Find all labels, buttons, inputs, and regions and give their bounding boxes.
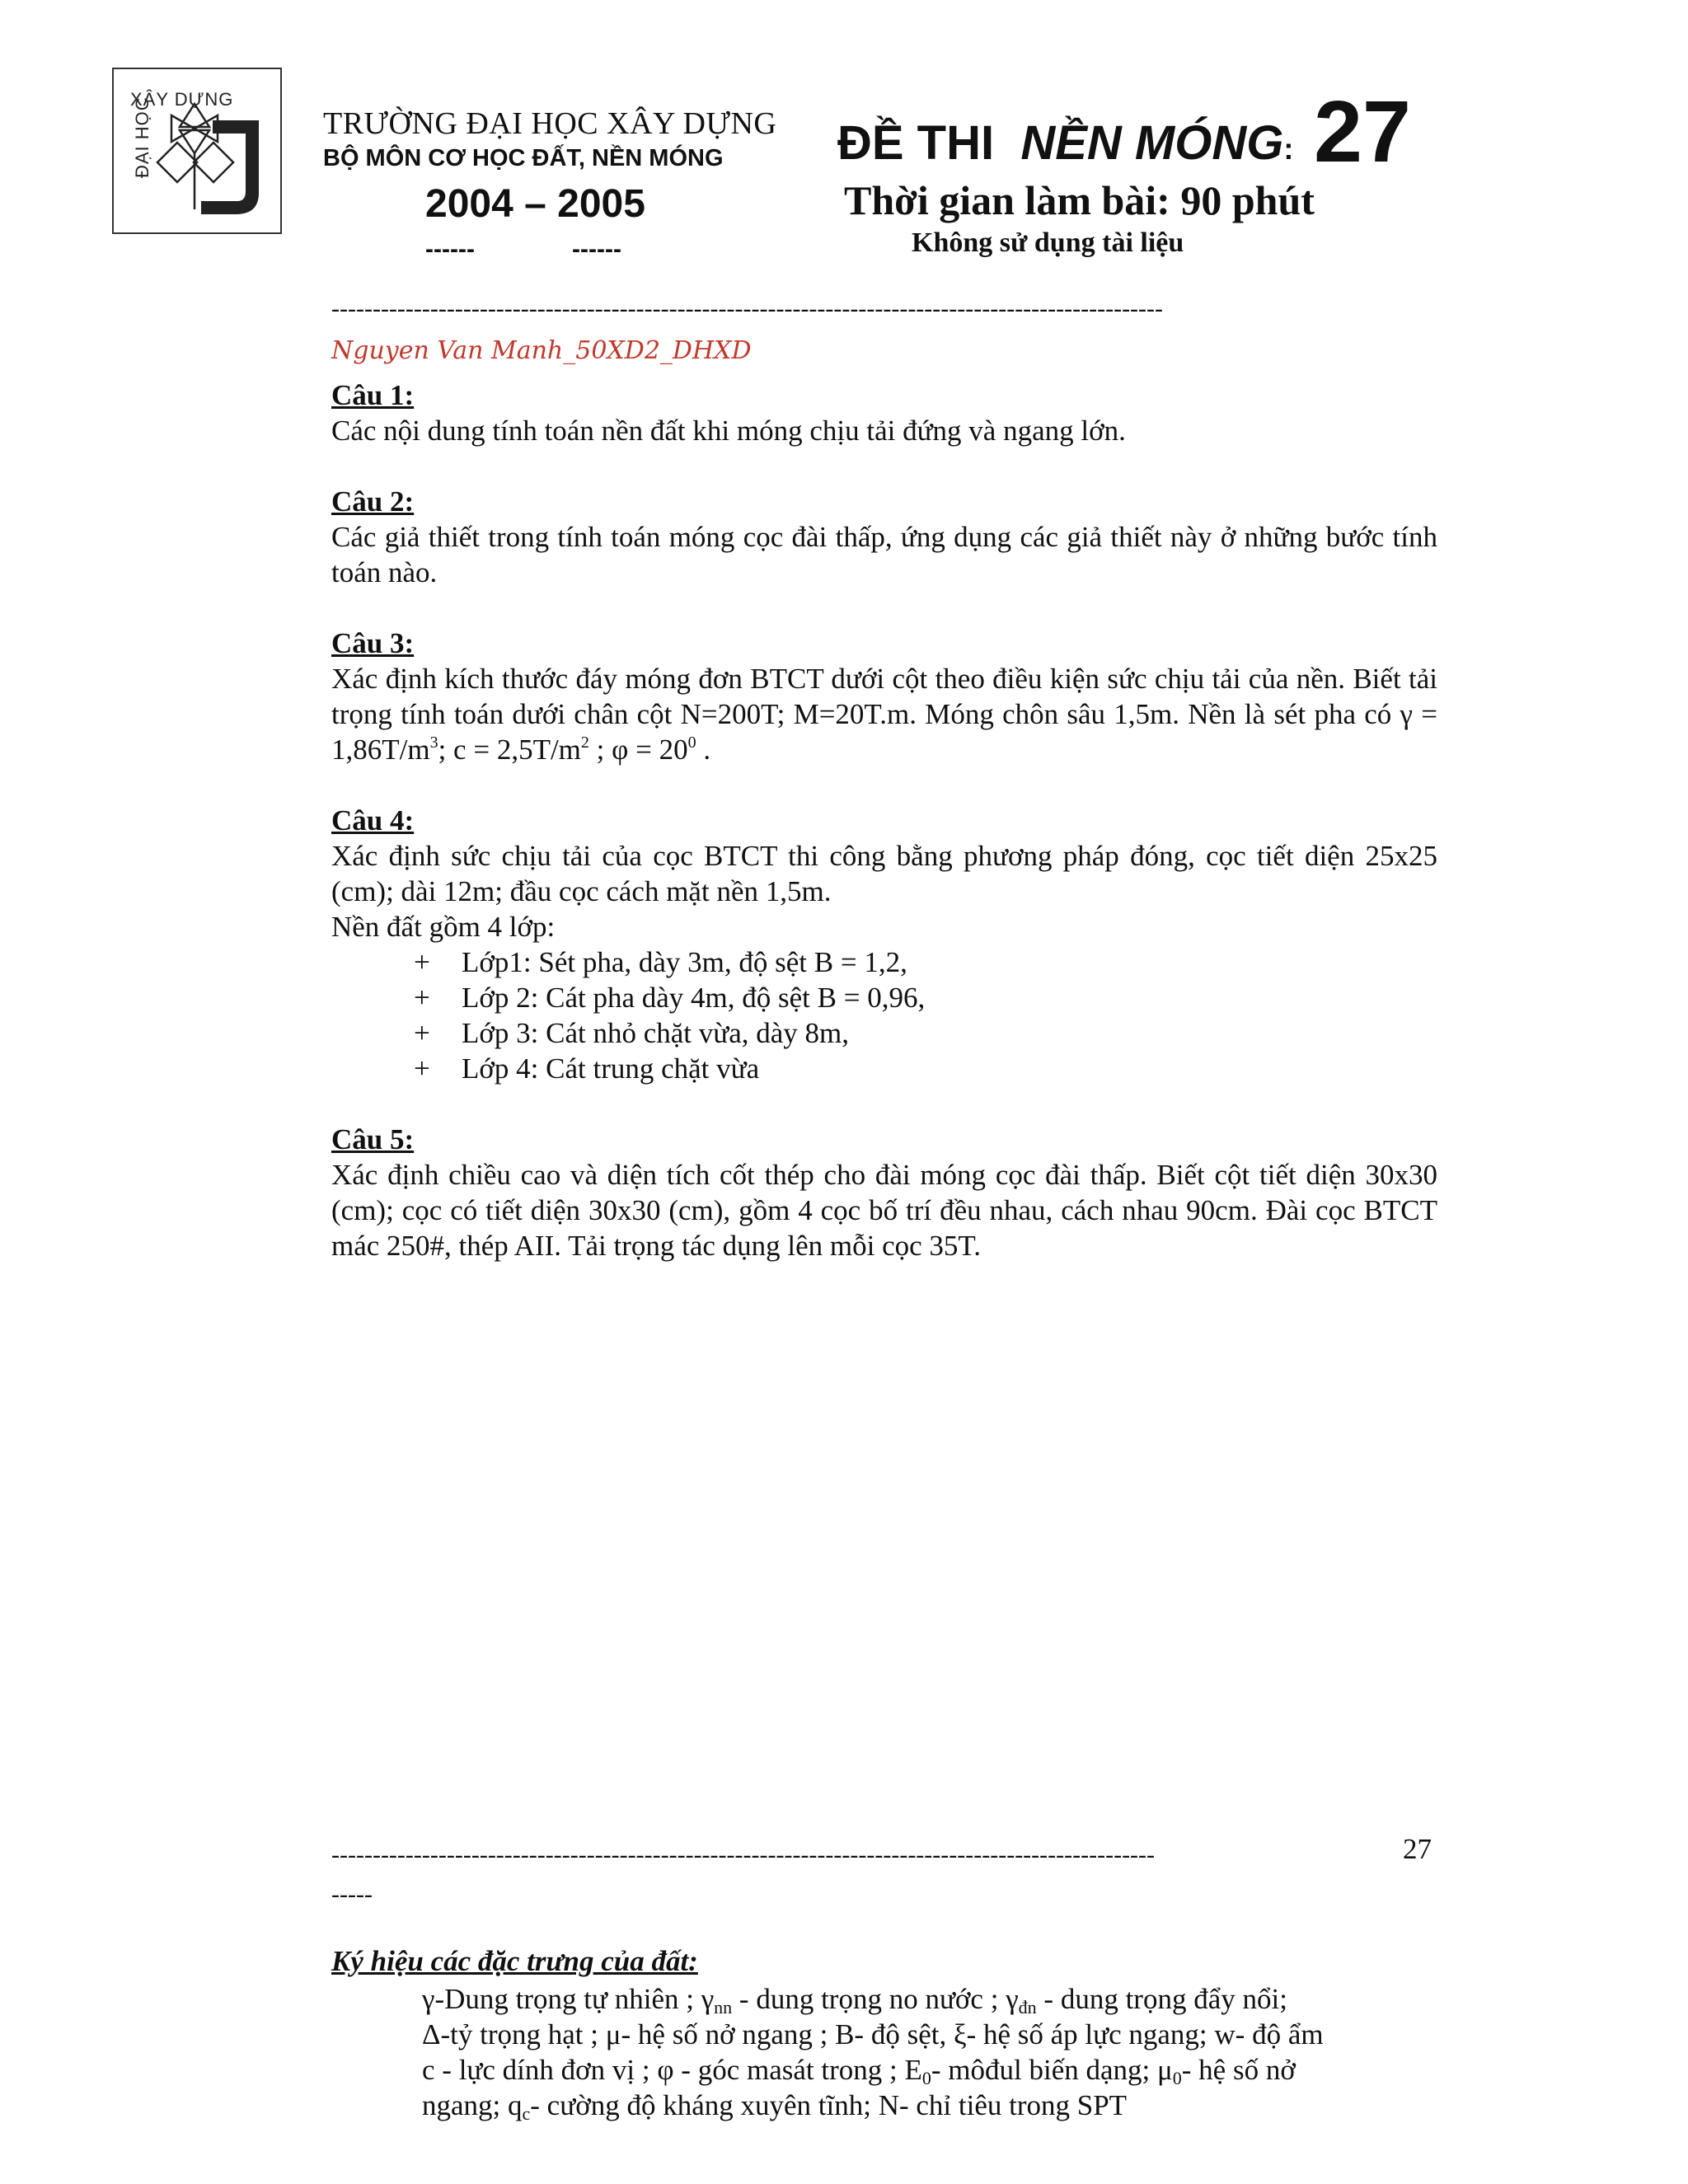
header-dash-right: ------ [572, 236, 621, 263]
question-1-title: Câu 1: [331, 379, 415, 411]
exam-title [837, 115, 1293, 171]
question-2-title: Câu 2: [331, 485, 415, 518]
footer-divider: ---------------------------------------------------------------------------------------------------- [331, 1841, 1156, 1868]
question-5-title: Câu 5: [331, 1123, 415, 1155]
legend-line: γ-Dung trọng tự nhiên ; $\gamma_{nn}$ - dung trọng no nước ; $\gamma_{đn}$ - dung trọng đẩy nổi; [422, 1983, 1287, 2018]
exam-note: Không sử dụng tài liệu [912, 227, 1184, 258]
author-signature: Nguyen Van Manh_50XD2_DHXD [331, 336, 752, 365]
exam-questions [331, 377, 1437, 1263]
logo-top-text: XÂY DỰNG [130, 89, 234, 110]
exam-duration: Thời gian làm bài: 90 phút [844, 177, 1315, 223]
legend-title: Ký hiệu các đặc trưng của đất: [331, 1945, 698, 1977]
academic-year: 2004 – 2005 [425, 182, 645, 226]
logo-side-text: ĐẠI HỌC [132, 96, 152, 178]
page-number: 27 [1403, 1833, 1432, 1865]
question-3-title: Câu 3: [331, 627, 415, 659]
list-item: + Lớp 3: Cát nhỏ chặt vừa, dày 8m, [414, 1017, 850, 1049]
header-dash-left: ------ [425, 236, 475, 263]
exam-title-colon: : [1283, 132, 1294, 166]
legend-line: Δ-tỷ trọng hạt ; μ- hệ số nở ngang ; B- độ sệt, ξ- hệ số áp lực ngang; w- độ ẩm [422, 2018, 1324, 2050]
question-1-text: Các nội dung tính toán nền đất khi móng chịu tải đứng và ngang lớn. [331, 415, 1126, 447]
exam-title-plain: ĐỀ THI [837, 116, 995, 170]
footer-divider-end: ----- [331, 1881, 373, 1908]
department-name: BỘ MÔN CƠ HỌC ĐẤT, NỀN MÓNG [323, 145, 724, 171]
question-5-text: Xác định chiều cao và diện tích cốt thép cho đài móng cọc đài thấp. Biết cột tiết diện 30x30 (cm); cọc có tiết diện 30x30 (cm), gồm 4 cọc bố trí đều nhau, cách nhau 90cm. Đài cọc BTCT mác 250#, thép AII. Tải trọng tác dụng lên mỗi cọc 35T. [331, 1159, 1437, 1262]
question-3-text: Xác định kích thước đáy móng đơn BTCT dưới cột theo điều kiện sức chịu tải của nền. Biết tải trọng tính toán dưới chân cột N=200T; M=20T.m. Móng chôn sâu 1,5m. Nền là sét pha có $\gamma = 1,86T/m^3$; $c = 2,5T/m^2$ ; $\varphi = 20^0$ . [331, 663, 1437, 766]
question-2-text: Các giả thiết trong tính toán móng cọc đài thấp, ứng dụng các giả thiết này ở những bước tính toán nào. [331, 521, 1437, 588]
legend-line: c - lực dính đơn vị ; φ - góc masát trong ; $E_0-$ môđul biến dạng; $\mu_0-$ hệ số nở [422, 2054, 1296, 2088]
question-4-title: Câu 4: [331, 804, 415, 837]
question-4-text: Xác định sức chịu tải của cọc BTCT thi công bằng phương pháp đóng, cọc tiết diện 25x25 (cm); dài 12m; đầu cọc cách mặt nền 1,5m. [331, 840, 1437, 907]
list-item: + Lớp1: Sét pha, dày 3m, độ sệt B = 1,2, [414, 946, 907, 978]
exam-title-subject: NỀN MÓNG [1020, 116, 1284, 170]
list-item: + Lớp 4: Cát trung chặt vừa [414, 1052, 760, 1085]
top-divider: ----------------------------------------------------------------------------------------------------- [331, 295, 1164, 322]
exam-number: 27 [1314, 83, 1411, 180]
university-logo [112, 68, 282, 234]
question-4-intro: Nền đất gồm 4 lớp: [331, 911, 556, 943]
legend-line: ngang; $q_c-$ cường độ kháng xuyên tĩnh; N- chỉ tiêu trong SPT [422, 2089, 1128, 2124]
legend-text [422, 1981, 1444, 2123]
school-name: TRƯỜNG ĐẠI HỌC XÂY DỰNG [323, 106, 777, 141]
list-item: + Lớp 2: Cát pha dày 4m, độ sệt B = 0,96, [414, 982, 926, 1014]
